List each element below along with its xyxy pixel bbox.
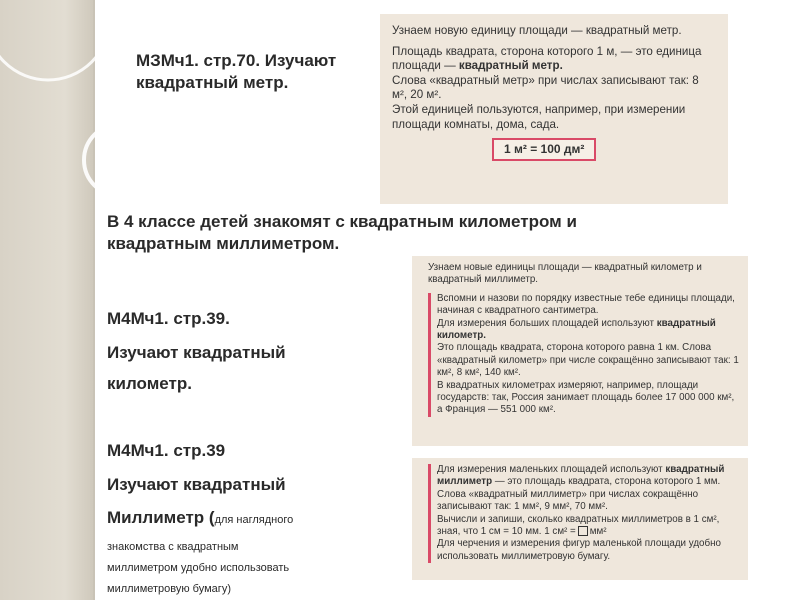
tb3-line4: Для черчения и измерения фигур маленькой площади удобно использовать миллиметровую бумагу.	[437, 538, 721, 562]
heading-m3: МЗМч1. стр.70. Изучают квадратный метр.	[136, 51, 337, 92]
tb2-line5: В квадратных километрах измеряют, например, площади государств: так, Россия занимает площадь более 17 000 000 км², а Франция — 551 000 км².	[437, 379, 735, 416]
mm-line4: миллиметром удобно использовать	[107, 562, 290, 574]
decorative-circles	[0, 0, 140, 210]
tb3-sidebar	[428, 464, 740, 563]
tb1-line4: Этой единицей пользуются, например, при измерении площади комнаты, дома, сада.	[392, 102, 686, 131]
tb2-line1: Узнаем новые единицы площади — квадратный километр и квадратный миллиметр.	[428, 262, 702, 286]
tb1-line1: Узнаем новую единицу площади — квадратный метр.	[392, 24, 682, 37]
tb3-line1: Для измерения маленьких площадей используют квадратный миллиметр — это площадь квадрата, сторона которого 1 мм. Слова «квадратный миллиметр» при числах сокращённо записывают так: 1 мм², 9 мм², 70 мм².	[437, 464, 725, 513]
textbook-excerpt-square-mm	[412, 458, 748, 580]
tb2-line4: Это площадь квадрата, сторона которого равна 1 км. Слова «квадратный километр» при числе сокращённо записывают так: 1 км², 8 км², 140 км².	[437, 342, 739, 379]
mm-line2-big: Миллиметр (	[107, 508, 215, 527]
mm-line3: знакомства с квадратным	[107, 541, 239, 553]
tb2-line3: Для измерения больших площадей используют квадратный километр.	[437, 317, 716, 342]
tb3-line3: Вычисли и запиши, сколько квадратных миллиметров в 1 см², зная, что 1 см = 10 мм. 1 см² = мм²	[437, 513, 720, 538]
mm-line1: Изучают квадратный	[107, 475, 286, 494]
textbook-excerpt-square-km	[412, 256, 748, 446]
km-line2: километр.	[107, 374, 192, 393]
tb1-line2: Площадь квадрата, сторона которого 1 м, — это единица площади — квадратный метр.	[392, 44, 702, 73]
tb1-formula-box: 1 м² = 100 дм²	[492, 138, 596, 161]
tb2-sidebar	[428, 293, 740, 417]
tb1-line3: Слова «квадратный метр» при числах записывают так: 8 м², 20 м².	[392, 73, 699, 102]
tb2-line2: Вспомни и назови по порядку известные тебе единицы площади, начиная с квадратного сантиметра.	[437, 292, 735, 317]
mm-line2	[107, 507, 293, 531]
mm-line2-small: для наглядного	[214, 514, 294, 526]
textbook-excerpt-square-meter	[380, 14, 728, 204]
km-line1: Изучают квадратный	[107, 343, 286, 362]
mm-ref: М4Мч1. стр.39	[107, 441, 226, 460]
intro-grade4: В 4 классе детей знакомят с квадратным километром и квадратным миллиметром.	[107, 212, 577, 253]
km-ref: М4Мч1. стр.39.	[107, 309, 230, 328]
empty-answer-box	[578, 526, 588, 536]
mm-line5: миллиметровую бумагу)	[107, 583, 231, 595]
